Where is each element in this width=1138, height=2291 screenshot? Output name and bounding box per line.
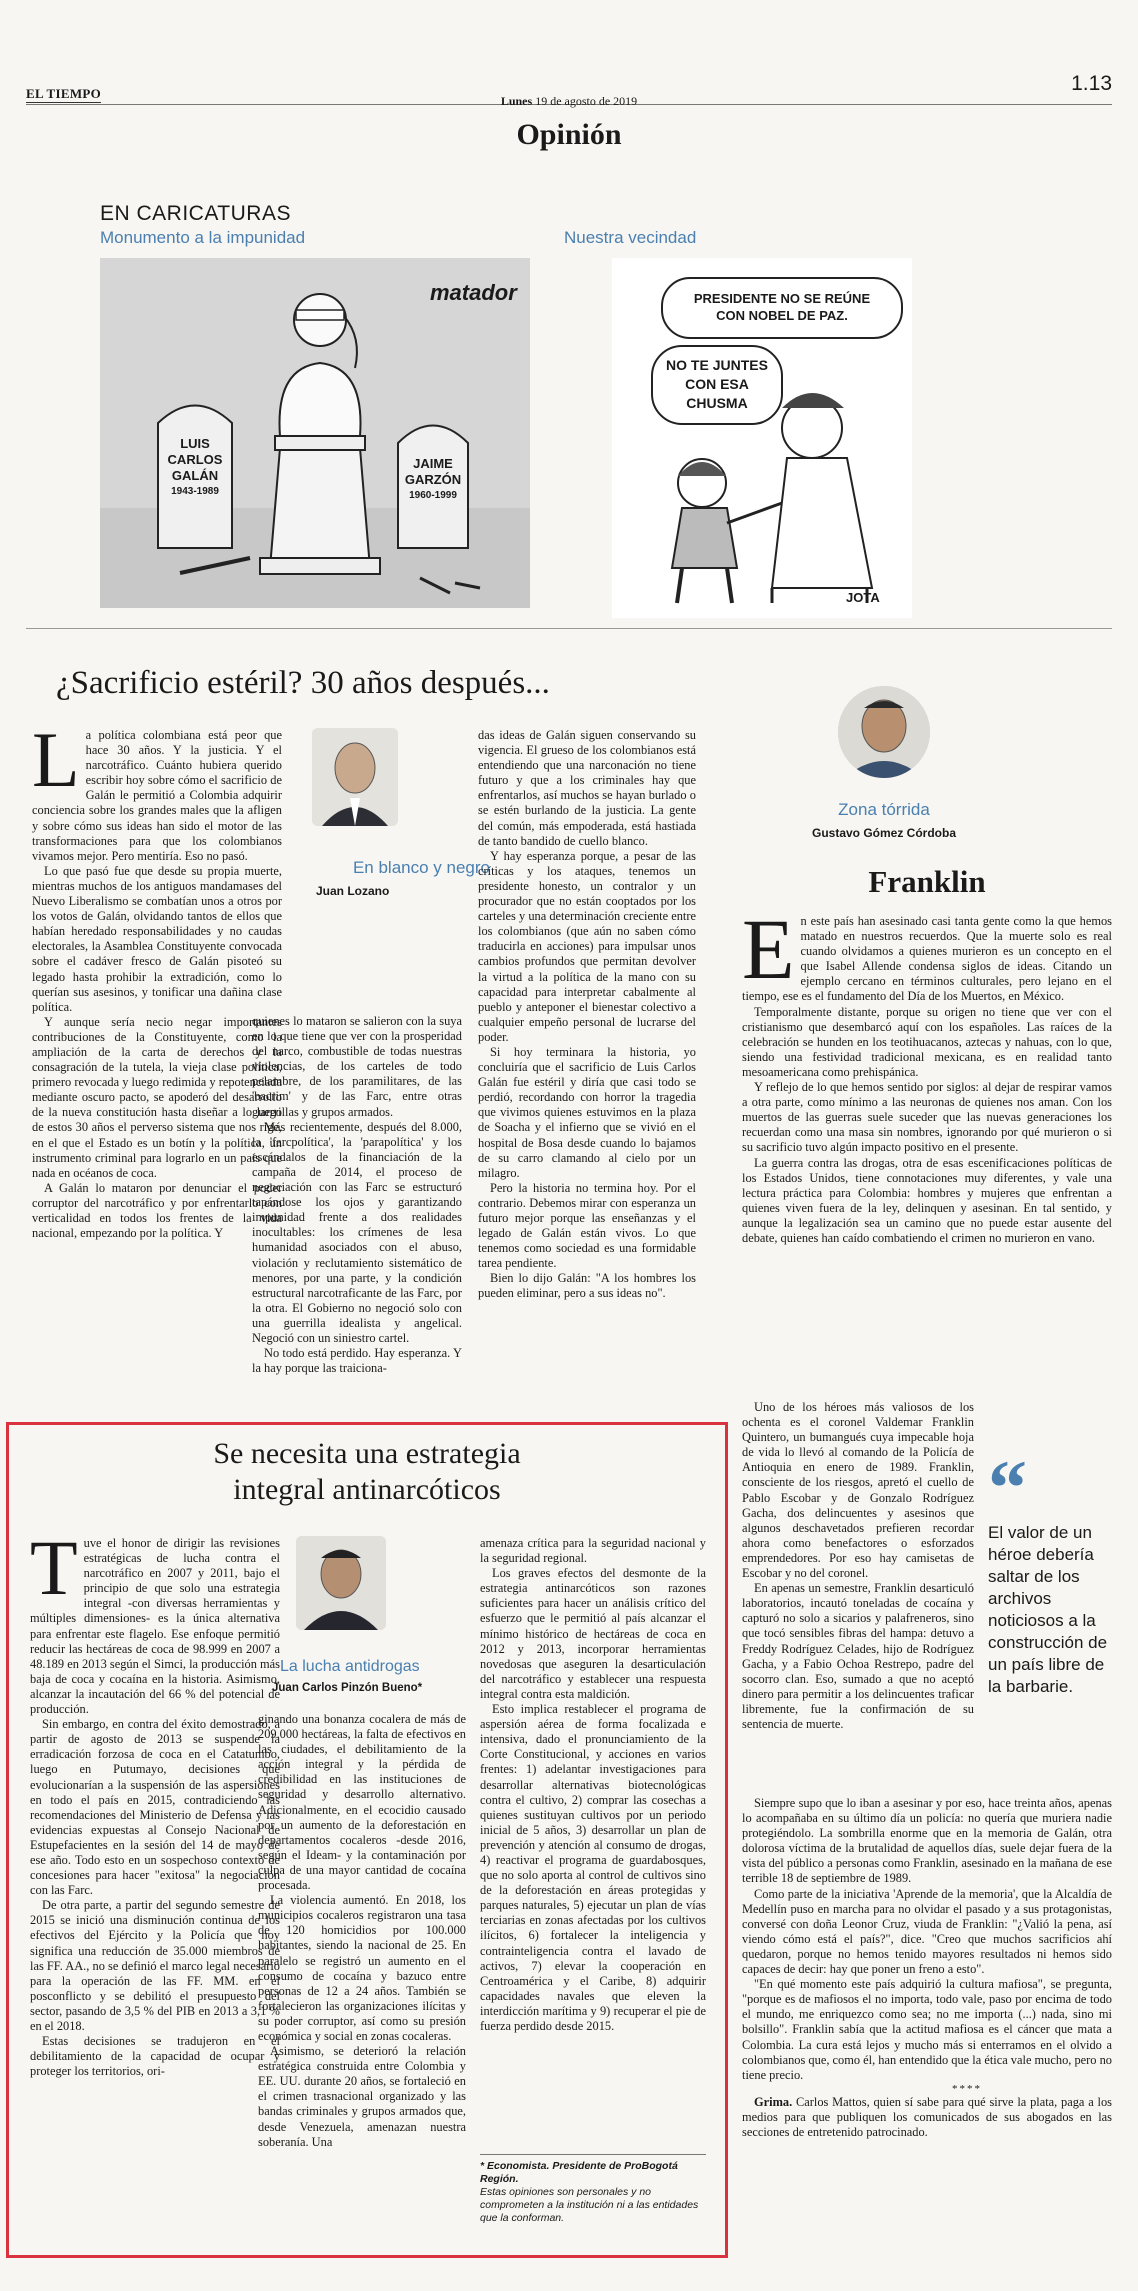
article1-col3	[478, 728, 696, 1302]
bubble2-line: CHUSMA	[686, 395, 748, 411]
person-portrait-icon	[296, 1536, 386, 1630]
pullquote-text: El valor de un héroe debería saltar de los archivos noticiosos a la construcción de un país libre de la barbarie.	[988, 1523, 1108, 1696]
paragraph: No todo está perdido. Hay esperanza. Y la hay porque las traiciona-	[252, 1346, 462, 1376]
article3-headline: Franklin	[868, 864, 986, 899]
section-title: Opinión	[516, 118, 622, 151]
date-rest: 19 de agosto de 2019	[535, 94, 638, 108]
article1-author-photo	[312, 728, 398, 826]
article2-dropcap: T	[30, 1524, 78, 1611]
article3-dropcap: E	[742, 901, 795, 997]
article3-author: Gustavo Gómez Córdoba	[811, 826, 957, 840]
paragraph: Temporalmente distante, porque su origen no tiene que ver con el cristianismo que desembarcó aquí con los españoles. Las raíces de la celebración se hunden en los teotihuacanos, aztecas y nahuas, con lo que, siendo una festividad tradicional mexicana, es en realidad tanto mesoamericana como prehispánica.	[742, 1004, 1112, 1079]
article3-mid	[742, 1400, 974, 1732]
paragraph: A Galán lo mataron por denunciar el poder corruptor del narcotráfico y por enfrentarlo con verticalidad en todos los frentes de la vida nacional, empezando por la política. Y	[32, 1180, 282, 1241]
footnote-line: * Economista. Presidente de ProBogotá Región.	[480, 2160, 678, 2185]
divider-caricaturas	[26, 628, 1112, 629]
caricaturas-heading: EN CARICATURAS	[100, 202, 291, 225]
article2-col2	[258, 1712, 466, 2150]
tomb2-line: JAIME	[413, 456, 453, 471]
paragraph: n este país han asesinado casi tanta gente como la que hemos matado en nuestros recuerdos. Que la muerte solo es real cuando olvidamos a quienes murieron es un concepto en el que Isabel Allende condensa siglos de ideas. Citando un ejemplo cercano en términos culturales, pero lejano en el tiempo, ese es el fundamento del Día de los Muertos, en México.	[742, 914, 1112, 1004]
article3-author-photo	[838, 686, 930, 778]
paragraph: De otra parte, a partir del segundo semestre de 2015 se inició una disminución continua de los efectivos del Ejército y la Policía que hoy significa una reducción de 35.000 miembros de las FF. AA., no se definió el marco legal necesario para la operación de las FF. MM. en el posconflicto y se debilitó el presupuesto del sector, pasando de 3,5 % del PIB en 2013 a 3,1 % en el 2018.	[30, 1898, 280, 2033]
paragraph: uve el honor de dirigir las revisiones estratégicas de lucha contra el narcotráfico en 2007 y 2011, bajo el principio de que solo una estrategia integral -con diversas herramientas y múltiples dimensiones- es la única alternativa para enfrentar este flagelo. Ese enfoque permitió reducir las hectáreas de coca de 98.999 en 2007 a 48.189 en 2013 según el Simci, la producción más baja de coca y cocaína en la historia. Asimismo, alcanzar la incautación del 66 % del potencial de producción.	[30, 1536, 280, 1717]
paragraph: Y hay esperanza porque, a pesar de las críticas y los ataques, tenemos un presidente honesto, un contralor y un procurador que no están cooptados por los carteles y una determinación creciente entre los colombianos (que aún no saben cómo traducirla en acciones) para impulsar unos cambios profundos que permitan devolver la virtud a la política de la mano con su capacidad para interpretar cabalmente al pueblo y anteponer el bienestar colectivo a cualquier empeño personal de lucrarse del poder.	[478, 848, 696, 1044]
quote-mark-icon: “	[988, 1444, 1027, 1531]
grima-text: Carlos Mattos, quien sí sabe para qué sirve la plata, paga a los medios para que publiquen los comunicados de sus abogados en las secciones de entretenido patrocinado.	[742, 2094, 1112, 2139]
paragraph: Esto implica restablecer el programa de aspersión aérea de forma focalizada e intensiva, dado el pronunciamiento de la Corte Constitucional, y acciones en varios frentes: 1) adelantar investigaciones para desarrollar alternativas biotecnológicas contra el cultivo, 2) comprar las cosechas a quienes sustituyan cultivos por un periodo inicial de 5 años, 3) desarrollar un plan de prevención y atención al consumo de drogas, 4) reactivar el programa de guardabosques, que no solo aporta al control de cultivos sino de la deforestación en áreas protegidas y parques naturales, 5) ejecutar un plan de vías terciarias en zonas afectadas por los cultivos ilícitos, 6) fortalecer la inteligencia y contrainteligencia contra el lavado de activos, 7) elevar la cooperación en Centroamérica y el Caribe, 8) adquirir capacidades navales que eleven la interdicción marítima y 9) recuperar el pie de fuerza perdido desde 2015.	[480, 1702, 706, 2033]
cartoon-monumento-drawing	[100, 258, 530, 608]
article3-bottom	[742, 1796, 1112, 2140]
article2-author-photo	[296, 1536, 386, 1630]
article2-section: La lucha antidrogas	[280, 1658, 420, 1675]
stars-separator: ****	[952, 2082, 982, 2095]
bubble1-line: PRESIDENTE NO SE REÚNE	[693, 291, 871, 306]
bubble1-line: CON NOBEL DE PAZ.	[716, 308, 848, 323]
pullquote-box	[988, 1444, 1112, 1698]
masthead-date	[0, 94, 1138, 109]
paragraph: Si hoy terminara la historia, yo concluiría que el sacrificio de Luis Carlos Galán fue estéril y diría que casi todo se perdió, recordando con horror la tragedia que vivimos quienes estuvimos en la plaza de Soacha y el infierno que se vivió en el hospital de Bosa desde cuando lo bajamos de su carro clamando al cielo por un milagro.	[478, 1044, 696, 1180]
article2-footnote	[480, 2154, 706, 2225]
article1-author: Juan Lozano	[316, 884, 390, 898]
matador-signature: matador	[430, 280, 517, 305]
article1-headline: ¿Sacrificio estéril? 30 años después...	[56, 665, 550, 701]
bubble1-text	[672, 290, 892, 324]
paragraph: Bien lo dijo Galán: "A los hombres los pueden eliminar, pero a sus ideas no".	[478, 1271, 696, 1301]
paragraph: La guerra contra las drogas, otra de esas escenificaciones políticas de los Estados Unidos, tiene connotaciones muy diferentes, y vale una lectura práctica para Colombia: hombres y mujeres que enfrentan a quienes viven fuera de la ley, delinquen y asesinan. En tal sentido, y aunque la legalización sea un camino que no puede estar ausente del debate, quienes han caído combatiendo el crimen no murieron en vano.	[742, 1155, 1112, 1245]
date-day: Lunes	[500, 94, 533, 108]
article1-col2-text	[252, 1014, 462, 1376]
paragraph: En apenas un semestre, Franklin desarticuló laboratorios, incautó toneladas de cocaína y capturó no solo a sicarios y palafreneros, sino que tocó sensibles fibras del hampa: detuvo a Freddy Rodríguez Celades, hijo de Rodríguez Gacha, y a Fabio Ochoa Restrepo, padre del socorro clan. Eso, sumado a que no aceptó dinero para permitir a los delincuentes traficar libremente, fue la confirmación de su sentencia de muerte.	[742, 1581, 974, 1731]
footnote-line: Estas opiniones son personales y no comprometen a la institución ni a las entidades que la conforman.	[480, 2186, 699, 2224]
article2-col1	[30, 1524, 280, 2079]
article1-section: En blanco y negro	[352, 858, 490, 877]
article3-top	[742, 901, 1112, 1246]
tomb1-line: LUIS	[180, 436, 210, 451]
paragraph: Y aunque sería necio negar importantes contribuciones de la Constituyente, como la ampliación de la carta de derechos y la consagración de la tutela, la vieja clase política, primero revocada y luego redimida y repotenciada mediante oscuro pacto, se apoderó del desarrollo de la nueva constitución hasta diseñar a lo largo de estos 30 años el perverso sistema que nos rige, en el que el Estado es un botín y la política, un instrumento criminal para lograrlo en un país que nada en océanos de coca.	[32, 1014, 282, 1180]
person-portrait-icon	[312, 728, 398, 826]
paragraph: Los graves efectos del desmonte de la estrategia antinarcóticos son razones suficientes para hacer un análisis crítico del esfuerzo que le permitió al país alcanzar el mínimo histórico de hectáreas de coca en 2012 y 2013, incorporar herramientas novedosas que aseguren la desarticulación del narcotráfico y establecer una respuesta integral contra esta maldición.	[480, 1566, 706, 1701]
paragraph: quienes lo mataron se salieron con la suya en lo que tiene que ver con la prosperidad del narco, combustible de todas nuestras violencias, de los carteles de todo pelambre, de los paramilitares, de las 'bacrim' y de las Farc, entre otras guerrillas y grupos armados.	[252, 1014, 462, 1119]
article1-col1	[32, 716, 282, 1241]
cartoon-monumento	[100, 258, 530, 608]
paragraph: Siempre supo que lo iban a asesinar y por eso, hace treinta años, apenas lo acompañaba en su último día un policía: no quería que muriera nadie protegiéndolo. La sombrilla enorme que en la memoria de Galán, otra dolorosa víctima de la brutalidad de aquellos días, suele dejar fuera de la vista del público a personas como Franklin, asesinado en la mañana de ese terrible 18 de septiembre de 1989.	[742, 1796, 1112, 1886]
paragraph: Uno de los héroes más valiosos de los ochenta es el coronel Valdemar Franklin Quintero, un bumangués cuya impecable hoja de vida lo llevó al comando de la Policía de Antioquia en enero de 1989. Franklin, consciente de los riesgos, apretó el cuello de Pablo Escobar y de Gonzalo Rodríguez Gacha, dos delincuentes y asesinos que algunos deschavetados prefieren recordar ahora como benefactores o esforzados emprendedores. Por eso hay camisetas de Escobar y no del coronel.	[742, 1400, 974, 1581]
cartoon-right-title: Nuestra vecindad	[564, 228, 697, 247]
article2-headline-line2: integral antinarcóticos	[233, 1473, 501, 1506]
bubble2-line: CON ESA	[685, 376, 749, 392]
paragraph: das ideas de Galán siguen conservando su vigencia. El grueso de los colombianos está entendiendo que una narconación no tiene futuro y que a los criminales hay que enfrentarlos, así muchos se hayan burlado o se estén burlando de la justicia. La gente del común, más empoderada, está hastiada de tanto bandido de cuello blanco.	[478, 728, 696, 848]
tomb2-text	[402, 456, 464, 504]
paragraph: "En qué momento este país adquirió la cultura mafiosa", se pregunta, "porque es de mafiosos el no importa, todo vale, paso por encima de todo el mundo, me enriquezco como sea; no me importa (...) nada, sino mi bolsillo". Franklin sabía que la actitud mafiosa es el cáncer que mata a Colombia. La cura está lejos y mucho más si enterramos en el olvido a colombianos que, como él, han entendido que la ética vale mucho, pero no tiene precio.	[742, 1977, 1112, 2082]
tomb2-line: GARZÓN	[404, 472, 462, 487]
tomb1-line: CARLOS	[167, 452, 223, 467]
person-portrait-icon	[838, 686, 930, 778]
paragraph: Lo que pasó fue que desde su propia muerte, mientras muchos de los antiguos mandamases del Nuevo Liberalismo se combatían unos a otros por los votos de Galán, olvidando tantos de ellos que habían heredado responsabilidades y no caudas electorales, la Asamblea Constituyente convocada sobre el cadáver fresco de Galán pisoteó su legado hasta prohibir la extradición, como lo querían sus asesinos, y tonificar una dañina clase política.	[32, 863, 282, 1014]
page-number: 1.13	[1071, 72, 1112, 95]
bubble2-line: NO TE JUNTES	[666, 357, 768, 373]
tomb1-line: GALÁN	[171, 468, 219, 483]
grima-paragraph	[742, 2095, 1112, 2140]
paragraph: Pero la historia no termina hoy. Por el contrario. Debemos mirar con esperanza un futuro mejor porque las enseñanzas y el legado de Galán están vivos. Lo que tenemos como sociedad es una formidable tarea pendiente.	[478, 1180, 696, 1271]
jota-signature: JOTA	[846, 590, 880, 605]
grima-label: Grima.	[754, 2094, 793, 2109]
paragraph: amenaza crítica para la seguridad nacional y la seguridad regional.	[480, 1536, 706, 1566]
paragraph: La violencia aumentó. En 2018, los municipios cocaleros registraron una tasa de 120 homicidios por 100.000 habitantes, siendo la nacional de 25. En paralelo se registró un aumento en el consumo de cocaína y bazuco entre personas de 12 a 24 años. También se fortalecieron las organizaciones ilícitas y su poder corruptor, así como su presión económica y social en zonas cocaleras.	[258, 1893, 466, 2043]
paragraph: ginando una bonanza cocalera de más de 209.000 hectáreas, la falta de efectivos en las ciudades, el debilitamiento de la acción integral y la pérdida de credibilidad en las instituciones de seguridad y desarrollo alternativo. Adicionalmente, en el ecocidio causado por un aumento de la deforestación en departamentos cocaleros -desde 2016, según el Ideam- y la contaminación por culpa de una mayor cantidad de cocaína procesada.	[258, 1712, 466, 1893]
tomb1-line: 1943-1989	[171, 486, 219, 497]
paragraph: Y reflejo de lo que hemos sentido por siglos: al dejar de respirar vamos a otra parte, como mínimo a las neuronas de quienes nos aman. Con los muertos de las guerras suele suceder que las nuevas generaciones los recuerdan como una masa sin nombres, ignorando por qué murieron o si su sacrificio tuvo algún impacto positivo en el presente.	[742, 1080, 1112, 1155]
bubble2-text	[658, 356, 776, 413]
paragraph: Asimismo, se deterioró la relación estratégica construida entre Colombia y EE. UU. durante 20 años, se fortaleció en el crimen trasnacional organizado y las bandas criminales y grupos armados que, desde Venezuela, amenazan nuestra soberanía. Una	[258, 2044, 466, 2149]
tomb2-line: 1960-1999	[409, 490, 457, 501]
article2-headline	[6, 1436, 728, 1508]
paragraph: Sin embargo, en contra del éxito demostrado, a partir de agosto de 2013 se suspende la erradicación forzosa de coca en el Catatumbo, luego en Putumayo, decisiones que evolucionarían a la suspensión de las aspersiones en todo el país en 2015, contradiciendo las recomendaciones del Ministerio de Defensa y las evidencias expuestas al Consejo Nacional de Estupefacientes en la sesión del 14 de mayo de ese año. Todo esto en un sospechoso contexto de concesiones para hacer "exitosa" la negociación con las Farc.	[30, 1717, 280, 1898]
paragraph: Más recientemente, después del 8.000, la 'farcpolítica', la 'parapolítica' y los escándalos de la financiación de la campaña de 2014, el proceso de negociación con las Farc se estructuró tapándose los ojos y garantizando impunidad frente a dos realidades inocultables: los crímenes de lesa humanidad asociados con el abuso, violación y reclutamiento sistemático de menores, por una parte, y la condición estructural narcotraficante de las Farc, por la otra. El Gobierno no negoció solo con una guerrilla idealista y angelical. Negoció con un siniestro cartel.	[252, 1119, 462, 1345]
article2-col3	[480, 1536, 706, 2034]
article3-section: Zona tórrida	[838, 800, 930, 819]
masthead-logo: EL TIEMPO	[26, 86, 102, 101]
cartoon-left-title: Monumento a la impunidad	[100, 228, 306, 247]
tomb1-text	[162, 436, 228, 500]
article2-author: Juan Carlos Pinzón Bueno*	[272, 1682, 423, 1694]
paragraph: Como parte de la iniciativa 'Aprende de la memoria', que la Alcaldía de Medellín puso en marcha para no olvidar el pasado y a sus protagonistas, conversé con doña Leonor Cruz, viuda de Franklin: "¿Valió la pena, así viendo cómo está el país?", dice. "Creo que muchos sacrificios ahí quedaron, porque no hemos tenido mayores resultados ni hemos sido capaces de decir: hay que poner un freno a esto".	[742, 1886, 1112, 1977]
article2-headline-line1: Se necesita una estrategia	[213, 1437, 521, 1470]
paragraph: a política colombiana está peor que hace 30 años. Y la justicia. Y el narcotráfico. Cuánto hubiera querido escribir hoy sobre cómo el sacrificio de Galán le permitió a Colombia adquirir conciencia sobre los grandes males que la afligen y sobre cómo sus ideas han sido el motor de las transformaciones para que los colombianos vivamos mejor. Pero mentiría. Eso no pasó.	[32, 728, 282, 863]
paragraph: Estas decisiones se tradujeron en el debilitamiento de la capacidad de ocupar y proteger los territorios, ori-	[30, 2034, 280, 2079]
cartoon-vecindad	[612, 258, 912, 618]
article1-dropcap: L	[32, 716, 80, 803]
